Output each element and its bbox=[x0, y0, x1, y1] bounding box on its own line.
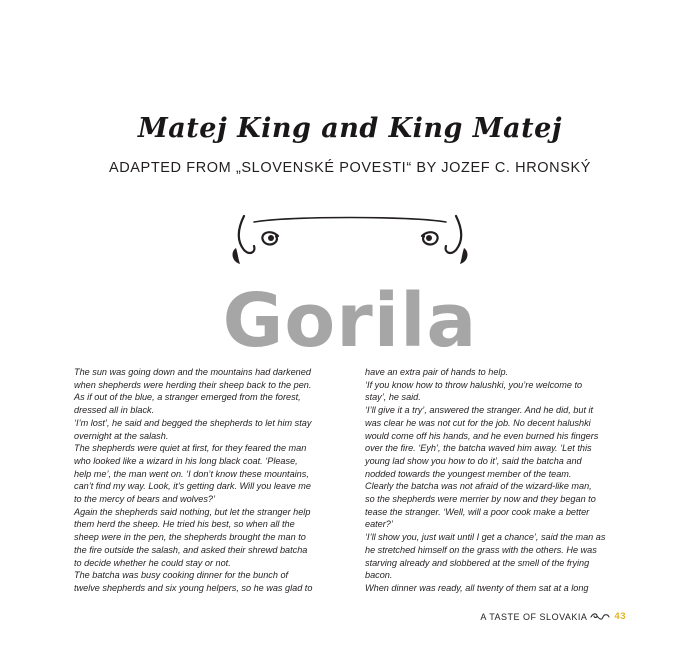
text-line: overnight at the salash. bbox=[74, 430, 169, 441]
text-line: can’t find my way. Look, it’s getting dark. Will you leave me bbox=[74, 481, 311, 492]
text-line: ‘I’ll give it a try’, answered the stranger. And he did, but it bbox=[365, 405, 594, 416]
watermark: Gorila bbox=[222, 278, 478, 364]
text-line: bacon. bbox=[365, 570, 393, 581]
text-line: over the fire. ‘Eyh’, the batcha waved him away. ‘Let this bbox=[365, 443, 592, 454]
text-line: starving already and slobbered at the smell of the frying bbox=[365, 557, 590, 568]
text-line: The shepherds were quiet at first, for they feared the man bbox=[74, 443, 307, 454]
text-line: ‘I’ll show you, just wait until I get a chance’, said the man as bbox=[365, 532, 606, 543]
text-line: nodded towards the youngest member of the team. bbox=[365, 468, 572, 479]
text-line: ‘If you know how to throw halushki, you’re welcome to bbox=[365, 379, 583, 390]
text-column-left bbox=[74, 366, 344, 595]
text-column-right bbox=[365, 366, 635, 595]
text-line: dressed all in black. bbox=[74, 405, 155, 416]
text-line: tease the stranger. ‘Well, will a poor cook make a better bbox=[365, 506, 590, 517]
text-line: to the mercy of bears and wolves?’ bbox=[74, 494, 216, 505]
story-title: Matej King and King Matej bbox=[137, 113, 563, 144]
page-number: 43 bbox=[614, 611, 626, 622]
text-line: have an extra pair of hands to help. bbox=[365, 367, 509, 377]
text-line: sheep were in the pen, the shepherds brought the man to bbox=[74, 532, 306, 543]
text-line: Again the shepherds said nothing, but let the stranger help bbox=[74, 506, 311, 517]
text-line: The sun was going down and the mountains had darkened bbox=[74, 367, 311, 377]
text-line: them herd the sheep. He tried his best, so when all the bbox=[74, 519, 295, 530]
story-subtitle: ADAPTED FROM „SLOVENSKÉ POVESTI“ BY JOZEF C. HRONSKÝ bbox=[108, 160, 592, 176]
text-line: twelve shepherds and six young helpers, so he was glad to bbox=[74, 582, 313, 593]
text-line: would come off his hands, and he even burned his fingers bbox=[365, 430, 599, 441]
text-line: he stretched himself on the grass with the others. He was bbox=[365, 544, 597, 555]
text-line: was clear he was not cut for the job. No decent halushki bbox=[365, 417, 591, 428]
text-line: to decide whether he could stay or not. bbox=[74, 557, 231, 568]
text-line: young lad show you how to do it’, said the batcha and bbox=[365, 455, 582, 466]
text-line: so the shepherds were merrier by now and they began to bbox=[365, 494, 596, 505]
swirl-icon bbox=[590, 612, 610, 621]
text-line: eater?’ bbox=[365, 519, 393, 530]
text-line: ‘I’m lost’, he said and begged the shepherds to let him stay bbox=[74, 417, 312, 428]
text-line: when shepherds were herding their sheep back to the pen. bbox=[74, 379, 312, 390]
text-line: The batcha was busy cooking dinner for the bunch of bbox=[74, 570, 289, 581]
text-line: As if out of the blue, a stranger emerged from the forest, bbox=[74, 392, 301, 403]
page-footer bbox=[480, 611, 626, 622]
text-line: stay’, he said. bbox=[365, 392, 421, 403]
flourish-icon bbox=[230, 212, 470, 268]
text-line: help me’, the man went on. ‘I don’t know these mountains, bbox=[74, 468, 309, 479]
text-line: the fire outside the salash, and asked their shrewd batcha bbox=[74, 544, 308, 555]
footer-label: A TASTE OF SLOVAKIA bbox=[480, 611, 588, 622]
text-line: When dinner was ready, all twenty of them sat at a long bbox=[365, 582, 589, 593]
text-line: Clearly the batcha was not afraid of the wizard-like man, bbox=[365, 481, 592, 492]
text-line: who looked like a wizard in his long black coat. ‘Please, bbox=[74, 455, 298, 466]
